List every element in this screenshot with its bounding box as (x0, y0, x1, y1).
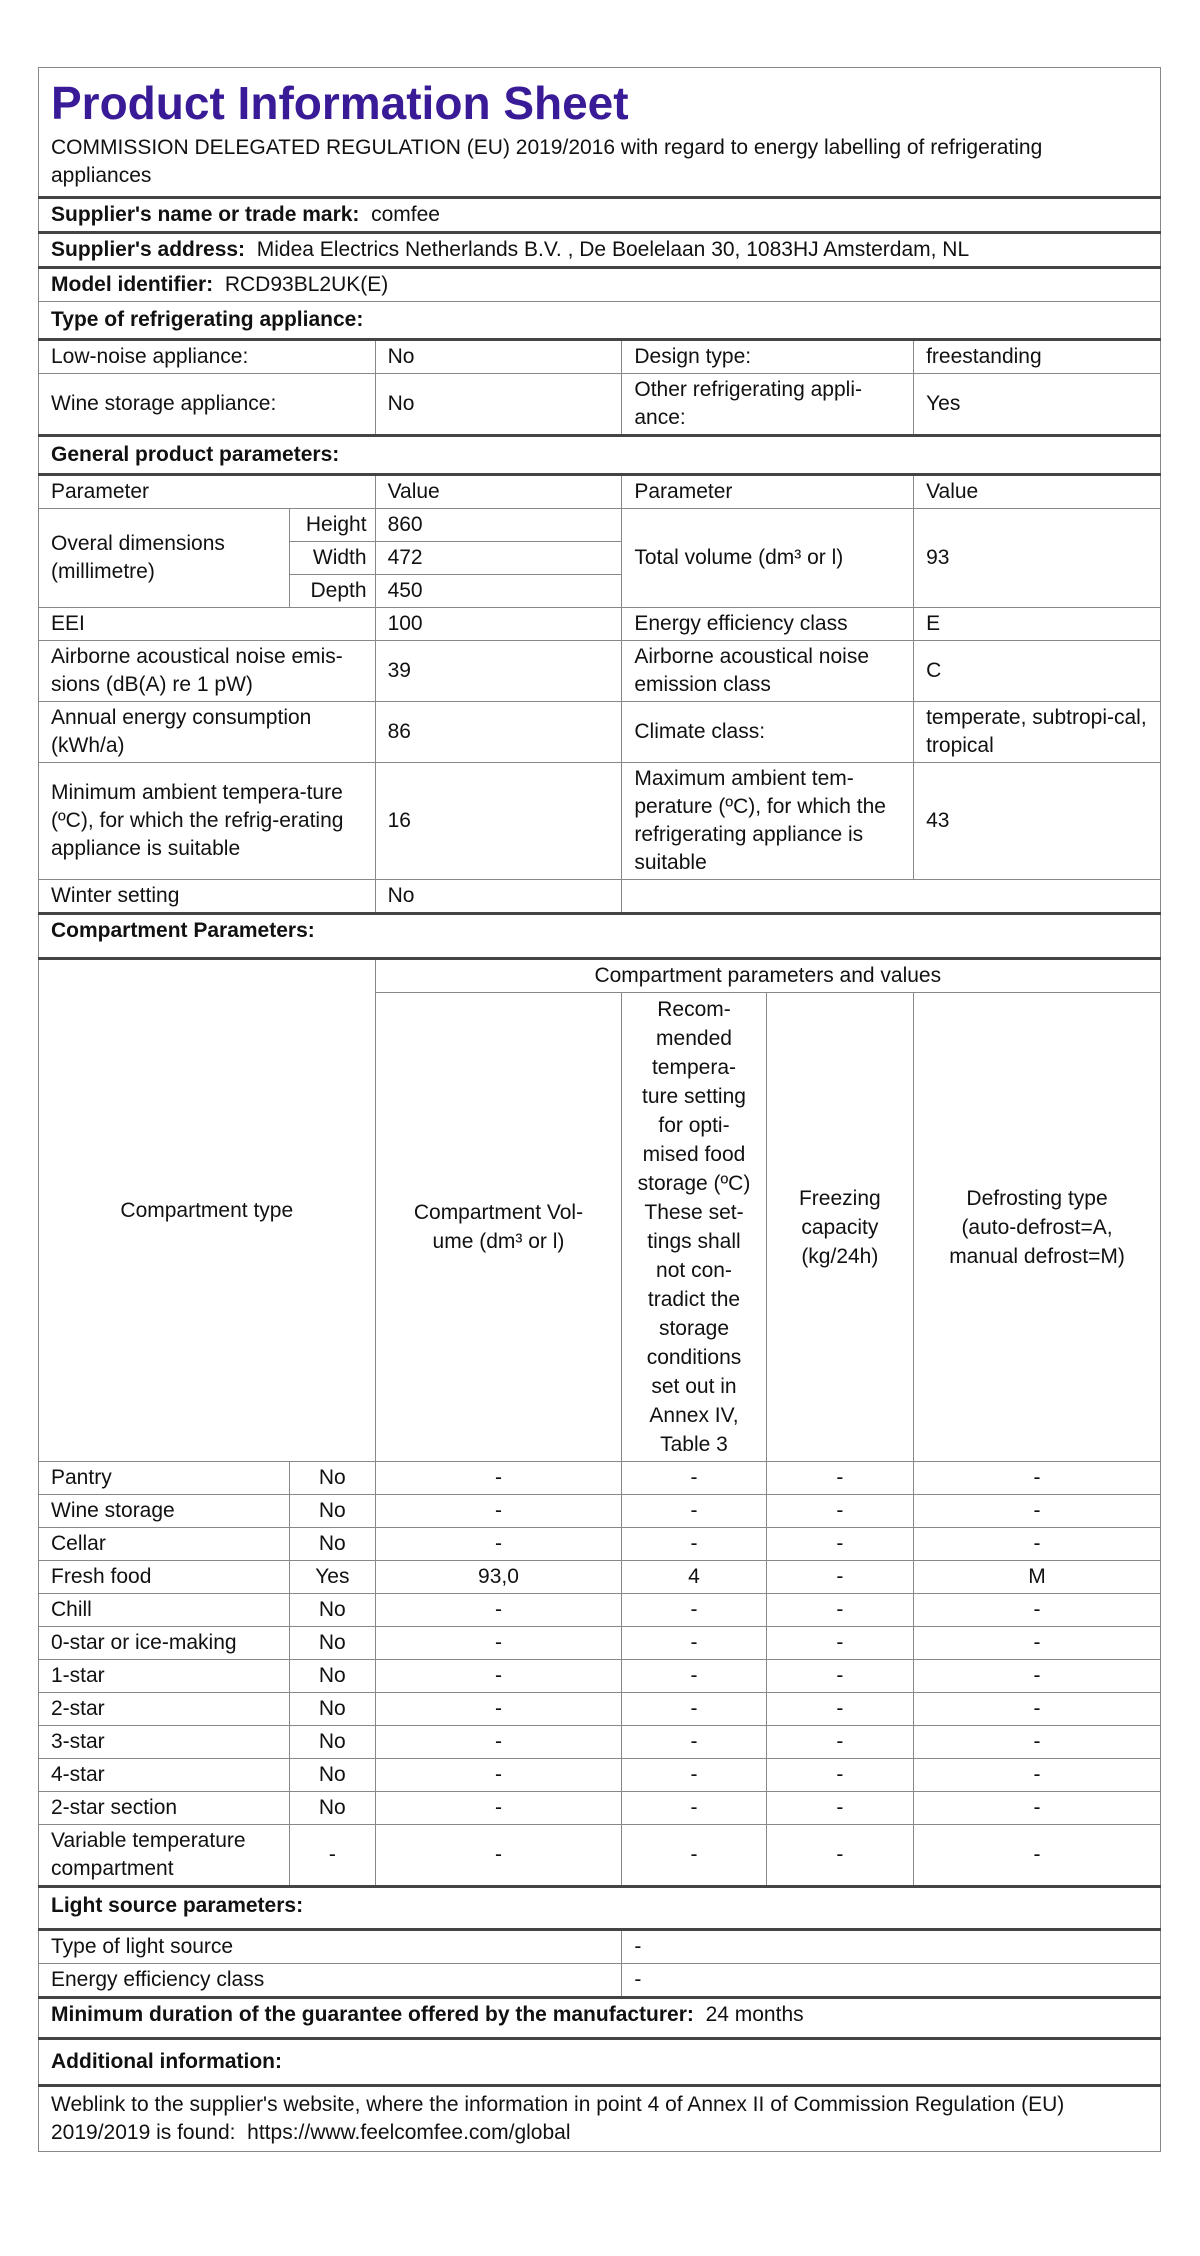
height-value: 860 (375, 509, 622, 542)
compartment-row (39, 1495, 1161, 1528)
supplier-address-value: Midea Electrics Netherlands B.V. , De Boelelaan 30, 1083HJ Amsterdam, NL (256, 238, 970, 261)
design-type-label: Design type: (622, 340, 914, 374)
dimensions-label: Overal dimensions (millimetre) (39, 509, 290, 608)
noise-value: 39 (375, 641, 622, 702)
supplier-name-row (39, 198, 1161, 233)
guarantee-value: 24 months (705, 2003, 804, 2026)
min-temp-value: 16 (375, 763, 622, 880)
weblink-row (39, 2086, 1161, 2152)
compartment-temp: - (622, 1792, 766, 1825)
compartment-volume: - (375, 1792, 622, 1825)
compartment-volume: - (375, 1660, 622, 1693)
compartment-name: Pantry (39, 1462, 290, 1495)
compartment-row (39, 1528, 1161, 1561)
compartment-volume: - (375, 1528, 622, 1561)
other-appliance-value: Yes (914, 374, 1161, 436)
defrost-header: Defrosting type (auto-defrost=A, manual defrost=M) (914, 993, 1161, 1462)
compartment-defrost: M (914, 1561, 1161, 1594)
compartment-volume: - (375, 1693, 622, 1726)
compartment-present: No (290, 1528, 375, 1561)
compartment-row (39, 1594, 1161, 1627)
compartment-temp: - (622, 1726, 766, 1759)
compartment-name: Wine storage (39, 1495, 290, 1528)
compartment-row (39, 1792, 1161, 1825)
light-class-label: Energy efficiency class (39, 1964, 622, 1998)
compartment-defrost: - (914, 1759, 1161, 1792)
general-header-value: Value (375, 475, 622, 509)
compartment-name: 0-star or ice-making (39, 1627, 290, 1660)
min-temp-label: Minimum ambient tempera-ture (ºC), for which the refrig-erating appliance is suitable (39, 763, 376, 880)
compartment-freezing: - (766, 1561, 913, 1594)
compartment-temp: - (622, 1660, 766, 1693)
total-volume-label: Total volume (dm³ or l) (622, 509, 914, 608)
product-information-sheet (38, 67, 1161, 2152)
compartment-name: Chill (39, 1594, 290, 1627)
compartment-defrost: - (914, 1495, 1161, 1528)
page-title: Product Information Sheet (39, 68, 1161, 133)
compartment-name: 4-star (39, 1759, 290, 1792)
model-row (39, 268, 1161, 302)
compartment-present: No (290, 1660, 375, 1693)
general-header-param: Parameter (39, 475, 376, 509)
winter-setting-label: Winter setting (39, 880, 376, 914)
model-label: Model identifier: (51, 273, 214, 296)
compartment-name: 2-star (39, 1693, 290, 1726)
compartment-volume: - (375, 1726, 622, 1759)
light-type-label: Type of light source (39, 1930, 622, 1964)
compartment-defrost: - (914, 1627, 1161, 1660)
compartment-volume: - (375, 1594, 622, 1627)
compartment-defrost: - (914, 1792, 1161, 1825)
width-value: 472 (375, 542, 622, 575)
compartment-freezing: - (766, 1759, 913, 1792)
compartment-section-heading: Compartment Parameters: (39, 914, 1161, 959)
compartment-row (39, 1693, 1161, 1726)
compartment-name: Fresh food (39, 1561, 290, 1594)
compartment-present: No (290, 1693, 375, 1726)
compartment-defrost: - (914, 1462, 1161, 1495)
low-noise-value: No (375, 340, 622, 374)
depth-label: Depth (290, 575, 375, 608)
type-section-heading: Type of refrigerating appliance: (39, 302, 1161, 340)
compartment-temp: - (622, 1627, 766, 1660)
temp-header: Recom-mended tempera-ture setting for opti-mised food storage (ºC) These set-tings shall not con-tradict the storage conditions set out in Annex IV, Table 3 (622, 993, 766, 1462)
empty-cell (622, 880, 1161, 914)
total-volume-value: 93 (914, 509, 1161, 608)
compartment-name: 3-star (39, 1726, 290, 1759)
weblink-url[interactable]: https://www.feelcomfee.com/global (247, 2121, 571, 2144)
compartment-freezing: - (766, 1792, 913, 1825)
compartment-defrost: - (914, 1693, 1161, 1726)
supplier-address-label: Supplier's address: (51, 238, 246, 261)
general-header-value-2: Value (914, 475, 1161, 509)
weblink-text: Weblink to the supplier's website, where the information in point 4 of Annex II of Commission Regulation (EU) 2019/2019 is found: (51, 2093, 1065, 2144)
compartment-present: - (290, 1825, 375, 1887)
compartment-freezing: - (766, 1528, 913, 1561)
compartment-temp: 4 (622, 1561, 766, 1594)
design-type-value: freestanding (914, 340, 1161, 374)
supplier-name-label: Supplier's name or trade mark: (51, 203, 360, 226)
compartment-temp: - (622, 1528, 766, 1561)
max-temp-label: Maximum ambient tem-perature (ºC), for which the refrigerating appliance is suitable (622, 763, 914, 880)
light-section-heading: Light source parameters: (39, 1887, 1161, 1930)
compartment-temp: - (622, 1759, 766, 1792)
additional-section-heading: Additional information: (39, 2039, 1161, 2086)
wine-storage-value: No (375, 374, 622, 436)
light-class-value: - (622, 1964, 1161, 1998)
compartment-defrost: - (914, 1726, 1161, 1759)
model-value: RCD93BL2UK(E) (224, 273, 389, 296)
annual-energy-value: 86 (375, 702, 622, 763)
compartment-freezing: - (766, 1462, 913, 1495)
compartment-present: No (290, 1495, 375, 1528)
max-temp-value: 43 (914, 763, 1161, 880)
compartment-defrost: - (914, 1528, 1161, 1561)
compartment-temp: - (622, 1495, 766, 1528)
guarantee-label: Minimum duration of the guarantee offered by the manufacturer: (51, 2003, 694, 2026)
eei-label: EEI (39, 608, 376, 641)
noise-class-label: Airborne acoustical noise emission class (622, 641, 914, 702)
other-appliance-label: Other refrigerating appli-ance: (622, 374, 914, 436)
guarantee-row (39, 1998, 1161, 2039)
sheet-table (38, 67, 1161, 2152)
compartment-freezing: - (766, 1693, 913, 1726)
compartment-defrost: - (914, 1660, 1161, 1693)
compartment-defrost: - (914, 1594, 1161, 1627)
compartment-present: No (290, 1726, 375, 1759)
compartment-freezing: - (766, 1825, 913, 1887)
general-section-heading: General product parameters: (39, 436, 1161, 475)
compartment-freezing: - (766, 1495, 913, 1528)
wine-storage-label: Wine storage appliance: (39, 374, 376, 436)
supplier-address-row (39, 233, 1161, 268)
compartment-temp: - (622, 1462, 766, 1495)
volume-header: Compartment Vol-ume (dm³ or l) (375, 993, 622, 1462)
climate-class-value: temperate, subtropi-cal, tropical (914, 702, 1161, 763)
noise-label: Airborne acoustical noise emis-sions (dB(A) re 1 pW) (39, 641, 376, 702)
noise-class-value: C (914, 641, 1161, 702)
compartment-row (39, 1726, 1161, 1759)
compartment-name: 2-star section (39, 1792, 290, 1825)
general-header-param-2: Parameter (622, 475, 914, 509)
freezing-header: Freezing capacity (kg/24h) (766, 993, 913, 1462)
compartment-freezing: - (766, 1627, 913, 1660)
compartment-present: No (290, 1594, 375, 1627)
light-type-value: - (622, 1930, 1161, 1964)
compartment-row (39, 1825, 1161, 1887)
compartment-row (39, 1561, 1161, 1594)
compartment-freezing: - (766, 1660, 913, 1693)
energy-class-label: Energy efficiency class (622, 608, 914, 641)
compartment-volume: - (375, 1825, 622, 1887)
compartment-name: Cellar (39, 1528, 290, 1561)
winter-setting-value: No (375, 880, 622, 914)
compartment-present: No (290, 1627, 375, 1660)
width-label: Width (290, 542, 375, 575)
height-label: Height (290, 509, 375, 542)
depth-value: 450 (375, 575, 622, 608)
compartment-present: No (290, 1462, 375, 1495)
compartment-volume: - (375, 1759, 622, 1792)
compartment-name: 1-star (39, 1660, 290, 1693)
annual-energy-label: Annual energy consumption (kWh/a) (39, 702, 376, 763)
compartment-volume: - (375, 1495, 622, 1528)
compartment-present: No (290, 1759, 375, 1792)
compartment-row (39, 1627, 1161, 1660)
compartment-volume: - (375, 1627, 622, 1660)
eei-value: 100 (375, 608, 622, 641)
compartment-defrost: - (914, 1825, 1161, 1887)
energy-class-value: E (914, 608, 1161, 641)
compartment-row (39, 1660, 1161, 1693)
regulation-text: COMMISSION DELEGATED REGULATION (EU) 2019/2016 with regard to energy labelling of refrigerating appliances (39, 132, 1161, 198)
compartment-rows (39, 1462, 1161, 1887)
compartment-present: Yes (290, 1561, 375, 1594)
compartment-volume: - (375, 1462, 622, 1495)
low-noise-label: Low-noise appliance: (39, 340, 376, 374)
compartment-group-header: Compartment parameters and values (375, 959, 1160, 993)
compartment-present: No (290, 1792, 375, 1825)
supplier-name-value: comfee (371, 203, 440, 226)
climate-class-label: Climate class: (622, 702, 914, 763)
compartment-row (39, 1759, 1161, 1792)
compartment-row (39, 1462, 1161, 1495)
compartment-temp: - (622, 1825, 766, 1887)
compartment-freezing: - (766, 1726, 913, 1759)
compartment-temp: - (622, 1594, 766, 1627)
compartment-name: Variable temperature compartment (39, 1825, 290, 1887)
compartment-temp: - (622, 1693, 766, 1726)
compartment-volume: 93,0 (375, 1561, 622, 1594)
compartment-freezing: - (766, 1594, 913, 1627)
compartment-type-header: Compartment type (39, 959, 376, 1462)
